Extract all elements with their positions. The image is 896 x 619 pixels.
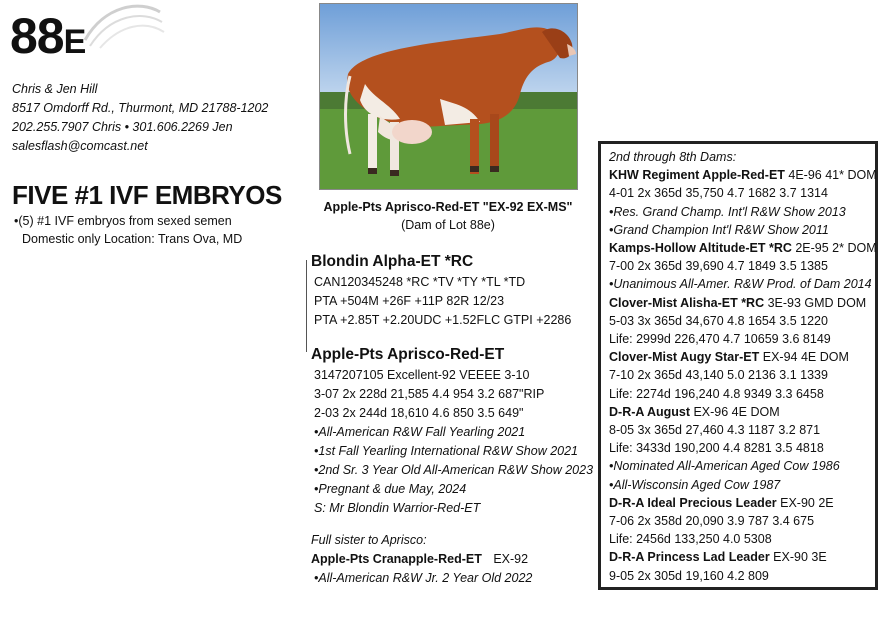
sister-name: Apple-Pts Cranapple-Red-ET xyxy=(311,552,482,566)
sire-line: PTA +2.85T +2.20UDC +1.52FLC GTPI +2286 xyxy=(314,313,572,327)
dam-row-text: EX-94 4E DOM xyxy=(759,350,849,365)
consignor-address: 8517 Omdorff Rd., Thurmont, MD 21788-1202 xyxy=(12,101,269,115)
dam-row-text: 7-00 2x 365d 39,690 4.7 1849 3.5 1385 xyxy=(609,259,828,274)
sire-details xyxy=(314,273,571,330)
dam-record-row xyxy=(609,385,867,403)
dams-pedigree-box xyxy=(598,141,878,590)
dam-honor-line: •All-American R&W Fall Yearling 2021 xyxy=(314,425,526,439)
dam-details xyxy=(314,366,593,518)
dam-ancestor-name: D-R-A Ideal Precious Leader xyxy=(609,495,777,510)
dam-record-row xyxy=(609,312,867,330)
dam-sire-line: S: Mr Blondin Warrior-Red-ET xyxy=(314,501,481,515)
dam-row-text: 2E-95 2* DOM xyxy=(791,241,877,256)
lot-number-suffix: E xyxy=(63,23,86,61)
dam-ancestor-row xyxy=(609,294,867,312)
dam-ancestor-row xyxy=(609,239,877,257)
dam-row-text: 7-10 2x 365d 43,140 5.0 2136 3.1 1339 xyxy=(609,368,828,383)
dam-record-row xyxy=(609,330,867,348)
dam-row-text: EX-90 2E xyxy=(776,495,834,510)
dam-record-row xyxy=(609,567,867,585)
dam-row-text: •Nominated All-American Aged Cow 1986 xyxy=(609,459,840,474)
dam-row-text: 4E-96 41* DOM xyxy=(784,168,877,183)
dam-row-text: Life: 3433d 190,200 4.4 8281 3.5 4818 xyxy=(609,441,824,456)
dam-ancestor-row xyxy=(609,548,867,566)
sister-label: Full sister to Aprisco: xyxy=(311,533,427,547)
sire-line: PTA +504M +26F +11P 82R 12/23 xyxy=(314,294,505,308)
consignor-name: Chris & Jen Hill xyxy=(12,82,98,96)
sire-divider-line xyxy=(306,260,307,352)
lot-number-digits: 88 xyxy=(10,8,64,64)
swirl-logo-decoration xyxy=(80,0,165,50)
dam-record-row xyxy=(609,530,867,548)
sister-note: •All-American R&W Jr. 2 Year Old 2022 xyxy=(314,571,533,585)
offer-line-1: •(5) #1 IVF embryos from sexed semen xyxy=(14,214,232,228)
dam-ancestor-row xyxy=(609,166,877,184)
dam-ancestor-name: D-R-A Princess Lad Leader xyxy=(609,550,770,565)
dam-record-row xyxy=(609,203,867,221)
dam-honor-line: •Pregnant & due May, 2024 xyxy=(314,482,467,496)
dam-row-text: •All-Wisconsin Aged Cow 1987 xyxy=(609,477,781,492)
sire-name: Blondin Alpha-ET *RC xyxy=(311,253,474,270)
dam-ancestor-name: Kamps-Hollow Altitude-ET *RC xyxy=(609,241,792,256)
dam-ancestor-row xyxy=(609,494,867,512)
consignor-contact xyxy=(12,80,268,156)
dam-row-text: 4-01 2x 365d 35,750 4.7 1682 3.7 1314 xyxy=(609,186,828,201)
dam-record-row xyxy=(609,275,872,293)
dam-record-row xyxy=(609,257,867,275)
dam-row-text: EX-96 4E DOM xyxy=(690,404,780,419)
dam-row-text: •Grand Champion Int'l R&W Show 2011 xyxy=(609,222,829,237)
dam-row-text: 9-05 2x 305d 19,160 4.2 809 xyxy=(609,568,769,583)
dam-ancestor-name: KHW Regiment Apple-Red-ET xyxy=(609,168,785,183)
dam-line: 3-07 2x 228d 21,585 4.4 954 3.2 687"RIP xyxy=(314,387,545,401)
dam-row-text: 7-06 2x 358d 20,090 3.9 787 3.4 675 xyxy=(609,514,815,529)
dams-header: 2nd through 8th Dams: xyxy=(609,150,737,164)
dam-row-text: Life: 2456d 133,250 4.0 5308 xyxy=(609,532,772,547)
dam-row-text: 3E-93 GMD DOM xyxy=(764,295,867,310)
dam-row-text: Life: 2274d 196,240 4.8 9349 3.3 6458 xyxy=(609,386,824,401)
dam-ancestor-row xyxy=(609,403,867,421)
photo-caption-sub: (Dam of Lot 88e) xyxy=(401,218,495,232)
dams-rows xyxy=(609,166,877,585)
consignor-phones: 202.255.7907 Chris • 301.606.2269 Jen xyxy=(12,120,233,134)
dam-ancestor-row xyxy=(609,348,867,366)
dam-record-row xyxy=(609,184,867,202)
consignor-email: salesflash@comcast.net xyxy=(12,139,148,153)
dam-record-row xyxy=(609,221,867,239)
dam-honor-line: •2nd Sr. 3 Year Old All-American R&W Show 2023 xyxy=(314,463,594,477)
lot-number xyxy=(10,8,85,70)
offer-line-2: Domestic only Location: Trans Ova, MD xyxy=(22,232,243,246)
sister-score: EX-92 xyxy=(493,552,529,566)
dam-ancestor-name: Clover-Mist Augy Star-ET xyxy=(609,350,760,365)
dam-row-text: 5-03 3x 365d 34,670 4.8 1654 3.5 1220 xyxy=(609,313,828,328)
dam-name: Apple-Pts Aprisco-Red-ET xyxy=(311,346,505,363)
dam-record-row xyxy=(609,457,867,475)
dam-record-row xyxy=(609,476,867,494)
dam-row-text: EX-90 3E xyxy=(769,550,827,565)
sire-line: CAN120345248 *RC *TV *TY *TL *TD xyxy=(314,275,526,289)
photo-caption-name: Apple-Pts Aprisco-Red-ET "EX-92 EX-MS" xyxy=(323,200,573,214)
dam-row-text: •Unanimous All-Amer. R&W Prod. of Dam 2014 xyxy=(609,277,872,292)
dam-record-row xyxy=(609,439,867,457)
dam-row-text: 8-05 3x 365d 27,460 4.3 1187 3.2 871 xyxy=(609,423,821,438)
dam-ancestor-name: Clover-Mist Alisha-ET *RC xyxy=(609,295,765,310)
dam-row-text: •Res. Grand Champ. Int'l R&W Show 2013 xyxy=(609,204,846,219)
cow-illustration xyxy=(320,4,577,189)
dam-record-row xyxy=(609,421,867,439)
cow-photo xyxy=(319,3,578,190)
dam-record-row xyxy=(609,366,867,384)
dam-row-text: Life: 2999d 226,470 4.7 10659 3.6 8149 xyxy=(609,332,831,347)
offer-title: FIVE #1 IVF EMBRYOS xyxy=(12,180,282,210)
dam-line: 3147207105 Excellent-92 VEEEE 3-10 xyxy=(314,368,530,382)
dam-honor-line: •1st Fall Yearling International R&W Show 2021 xyxy=(314,444,579,458)
dam-line: 2-03 2x 244d 18,610 4.6 850 3.5 649" xyxy=(314,406,524,420)
sister-line xyxy=(311,550,528,569)
dam-record-row xyxy=(609,512,867,530)
dam-ancestor-name: D-R-A August xyxy=(609,404,690,419)
